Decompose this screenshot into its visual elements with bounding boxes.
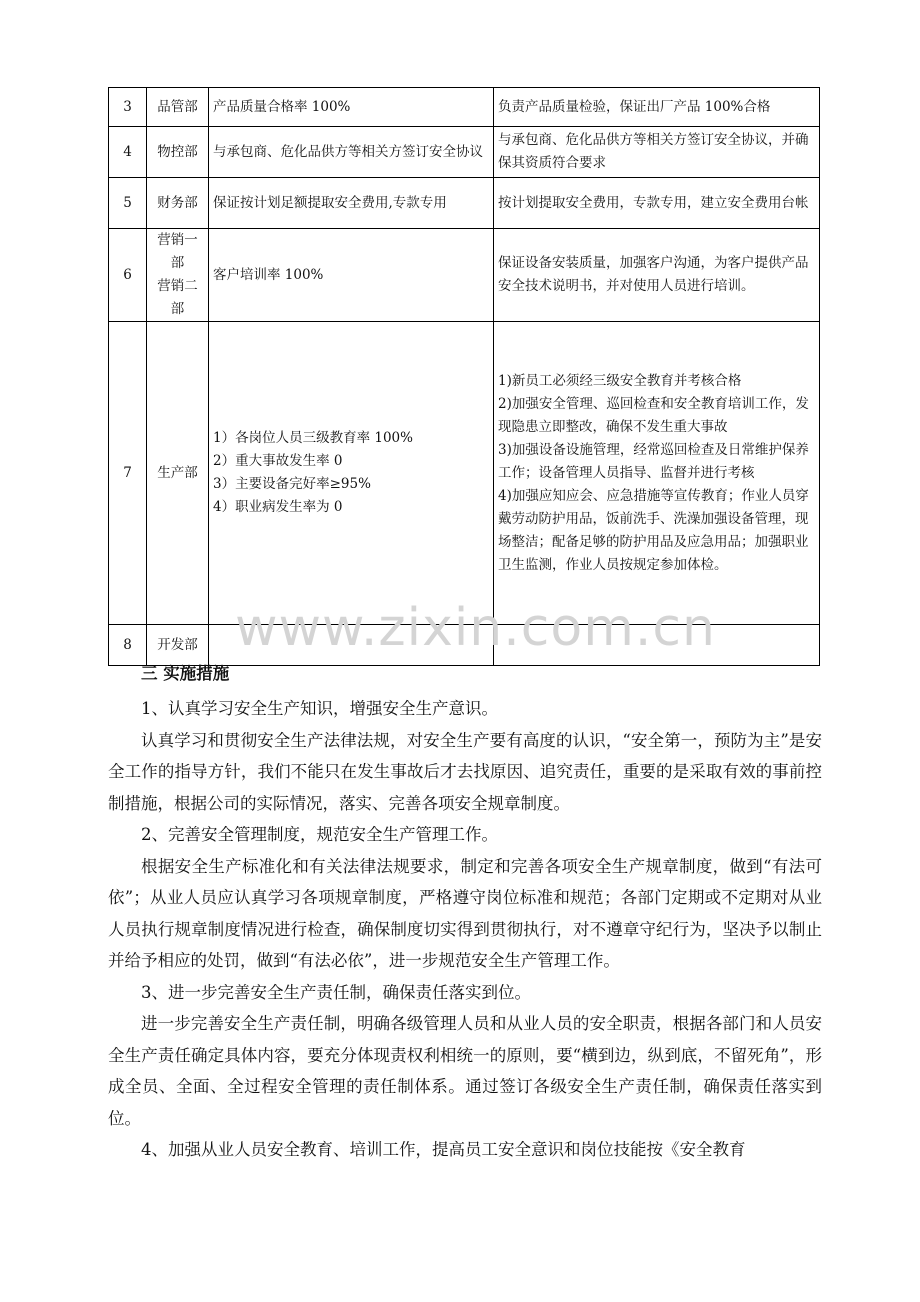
row-number: 7 (109, 322, 147, 625)
safety-measure-list (494, 322, 820, 625)
safety-goal: 保证按计划足额提取安全费用,专款专用 (209, 178, 494, 229)
table-row (109, 322, 820, 625)
section-heading: 三 实施措施 (141, 664, 230, 683)
department-name: 品管部 (147, 88, 209, 127)
safety-goal: 与承包商、危化品供方等相关方签订安全协议 (209, 127, 494, 178)
safety-goal: 产品质量合格率 100% (209, 88, 494, 127)
department-name: 物控部 (147, 127, 209, 178)
implementation-section (108, 655, 822, 1166)
department-name: 生产部 (147, 322, 209, 625)
item-title: 4、加强从业人员安全教育、培训工作，提高员工安全意识和岗位技能按《安全教育 (141, 1140, 746, 1159)
row-number: 8 (109, 625, 147, 666)
safety-goal-list (209, 322, 494, 625)
responsibility-table (108, 87, 820, 666)
item-title: 2、完善安全管理制度，规范安全生产管理工作。 (141, 825, 498, 844)
goal-item: 3）主要设备完好率≥95% (213, 476, 371, 492)
row-number: 4 (109, 127, 147, 178)
measure-item: 2)加强安全管理、巡回检查和安全教育培训工作，发现隐患立即整改，确保不发生重大事故 (498, 395, 809, 435)
item-title: 1、认真学习安全生产知识，增强安全生产意识。 (141, 699, 498, 718)
goal-item: 2）重大事故发生率 0 (213, 453, 343, 469)
department-name: 营销一部 营销二部 (147, 229, 209, 322)
table-row (109, 229, 820, 322)
table-row (109, 178, 820, 229)
safety-measure: 与承包商、危化品供方等相关方签订安全协议，并确保其资质符合要求 (494, 127, 820, 178)
table-row (109, 127, 820, 178)
table-row (109, 88, 820, 127)
row-number: 6 (109, 229, 147, 322)
item-body: 进一步完善安全生产责任制，明确各级管理人员和从业人员的安全职责，根据各部门和人员安全生产责任确定具体内容，要充分体现责权利相统一的原则，要“横到边，纵到底，不留死角”，形成全员、全面、全过程安全管理的责任制体系。通过签订各级安全生产责任制，确保责任落实到位。 (108, 1014, 822, 1128)
row-number: 5 (109, 178, 147, 229)
safety-measure: 负责产品质量检验，保证出厂产品 100%合格 (494, 88, 820, 127)
safety-measure: 保证设备安装质量，加强客户沟通，为客户提供产品安全技术说明书，并对使用人员进行培训。 (494, 229, 820, 322)
item-body: 根据安全生产标准化和有关法律法规要求，制定和完善各项安全生产规章制度，做到“有法可依”；从业人员应认真学习各项规章制度，严格遵守岗位标准和规范；各部门定期或不定期对从业人员执行规章制度情况进行检查，确保制度切实得到贯彻执行，对不遵章守纪行为，坚决予以制止并给予相应的处罚，做到“有法必依”，进一步规范安全生产管理工作。 (108, 856, 822, 970)
measure-item: 3)加强设备设施管理，经常巡回检查及日常维护保养工作；设备管理人员指导、监督并进行考核 (498, 441, 809, 481)
item-title: 3、进一步完善安全生产责任制，确保责任落实到位。 (141, 982, 531, 1002)
goal-item: 1）各岗位人员三级教育率 100% (213, 430, 413, 446)
goal-item: 4）职业病发生率为 0 (213, 499, 343, 515)
row-number: 3 (109, 88, 147, 127)
safety-goal: 客户培训率 100% (209, 229, 494, 322)
department-name: 财务部 (147, 178, 209, 229)
department-name: 开发部 (147, 625, 209, 666)
measure-item: 1)新员工必须经三级安全教育并考核合格 (498, 372, 742, 389)
watermark: www.zixin.com.cn (235, 598, 716, 658)
measure-item: 4)加强应知应会、应急措施等宣传教育；作业人员穿戴劳动防护用品，饭前洗手、洗澡加强设备管理，现场整洁；配备足够的防护用品及应急用品；加强职业卫生监测，作业人员按规定参加体检。 (498, 487, 809, 573)
safety-measure: 按计划提取安全费用，专款专用，建立安全费用台帐 (494, 178, 820, 229)
item-body: 认真学习和贯彻安全生产法律法规，对安全生产要有高度的认识，“安全第一，预防为主”是安全工作的指导方针，我们不能只在发生事故后才去找原因、追究责任，重要的是采取有效的事前控制措施，根据公司的实际情况，落实、完善各项安全规章制度。 (108, 730, 822, 813)
